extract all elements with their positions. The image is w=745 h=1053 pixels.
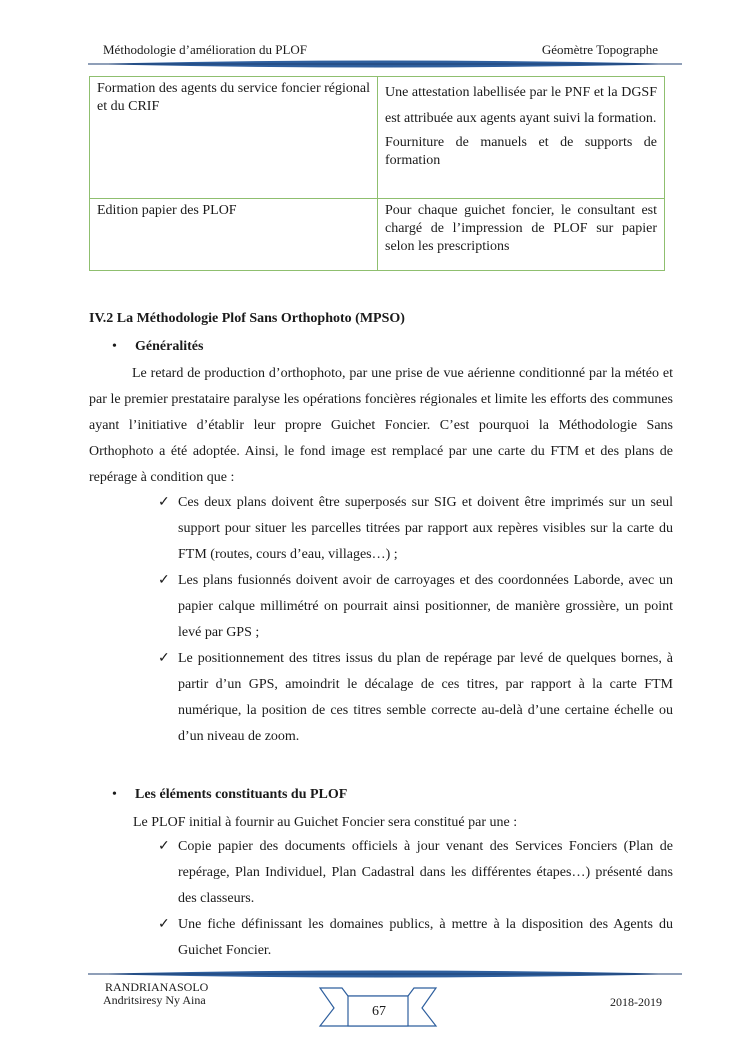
table-row (90, 199, 665, 271)
checkmark-icon: ✓ (158, 573, 170, 588)
cell-text: Une attestation labellisée par le PNF et la DGSF est attribuée aux agents ayant suivi la formation. (385, 85, 657, 126)
list-item-text: Les plans fusionnés doivent avoir de carroyages et des coordonnées Laborde, avec un papier calque millimétré on pourrait ainsi positionner, de manière grossière, un point levé par GPS ; (178, 573, 673, 640)
list-item (158, 568, 673, 646)
checkmark-icon: ✓ (158, 839, 170, 854)
header-title: Méthodologie d’amélioration du PLOF (103, 42, 308, 57)
check-list (158, 490, 673, 750)
cell-text: Edition papier des PLOF (97, 203, 237, 218)
table-row (90, 77, 665, 199)
bullet-heading-text: Généralités (135, 339, 204, 354)
tasks-table (89, 76, 665, 271)
table-cell (378, 77, 665, 199)
header-rule (88, 58, 682, 70)
page-number: 67 (372, 1004, 386, 1019)
paragraph: Le retard de production d’orthophoto, par une prise de vue aérienne conditionné par la météo et par le premier prestataire paralyse les opérations foncières régionales et limite les efforts des communes ayant l’initiative d’établir leur propre Guichet Foncier. C’est pourquoi la Méthodologie Sans Orthophoto a été adoptée. Ainsi, le fond image est remplacé par une carte du FTM et des plans de repérage à condition que : (89, 366, 673, 485)
author-line: RANDRIANASOLO (105, 980, 209, 994)
list-item (158, 912, 673, 964)
checkmark-icon: ✓ (158, 651, 170, 666)
bullet-icon: • (112, 339, 117, 354)
cell-text: Pour chaque guichet foncier, le consultant est chargé de l’impression de PLOF sur papier selon les prescriptions (385, 203, 657, 254)
list-item-text: Une fiche définissant les domaines publics, à mettre à la disposition des Agents du Guichet Foncier. (178, 917, 673, 958)
list-item-text: Le positionnement des titres issus du plan de repérage par levé de quelques bornes, à partir d’un GPS, amoindrit le décalage de ces titres, par rapport à la carte FTM numérique, la position de ces titres semble correcte au-delà d’une certaine échelle ou d’un niveau de zoom. (178, 651, 673, 744)
author-line: Andritsiresy Ny Aina (103, 993, 206, 1007)
table-cell (90, 199, 378, 271)
section-title: IV.2 La Méthodologie Plof Sans Orthophoto (MPSO) (89, 311, 405, 326)
table-cell (378, 199, 665, 271)
list-item (158, 490, 673, 568)
check-list (158, 834, 673, 964)
checkmark-icon: ✓ (158, 495, 170, 510)
cell-text: Fourniture de manuels et de supports de formation (385, 135, 657, 168)
list-item (158, 834, 673, 912)
paragraph: Le PLOF initial à fournir au Guichet Foncier sera constitué par une : (133, 815, 518, 830)
academic-year: 2018-2019 (610, 995, 662, 1009)
cell-text: Formation des agents du service foncier régional et du CRIF (97, 81, 370, 114)
list-item (158, 646, 673, 750)
table-cell (90, 77, 378, 199)
checkmark-icon: ✓ (158, 917, 170, 932)
bullet-heading-text: Les éléments constituants du PLOF (135, 787, 348, 802)
bullet-icon: • (112, 787, 117, 802)
footer-rule (88, 968, 682, 980)
list-item-text: Copie papier des documents officiels à jour venant des Services Fonciers (Plan de repérage, Plan Individuel, Plan Cadastral dans les différentes étapes…) présenté dans des classeurs. (178, 839, 673, 906)
header-subtitle: Géomètre Topographe (541, 42, 658, 57)
author-name (103, 981, 208, 1007)
list-item-text: Ces deux plans doivent être superposés sur SIG et doivent être imprimés sur un seul support pour situer les parcelles titrées par rapport aux repères visibles sur la carte du FTM (routes, cours d’eau, villages…) ; (178, 495, 673, 562)
